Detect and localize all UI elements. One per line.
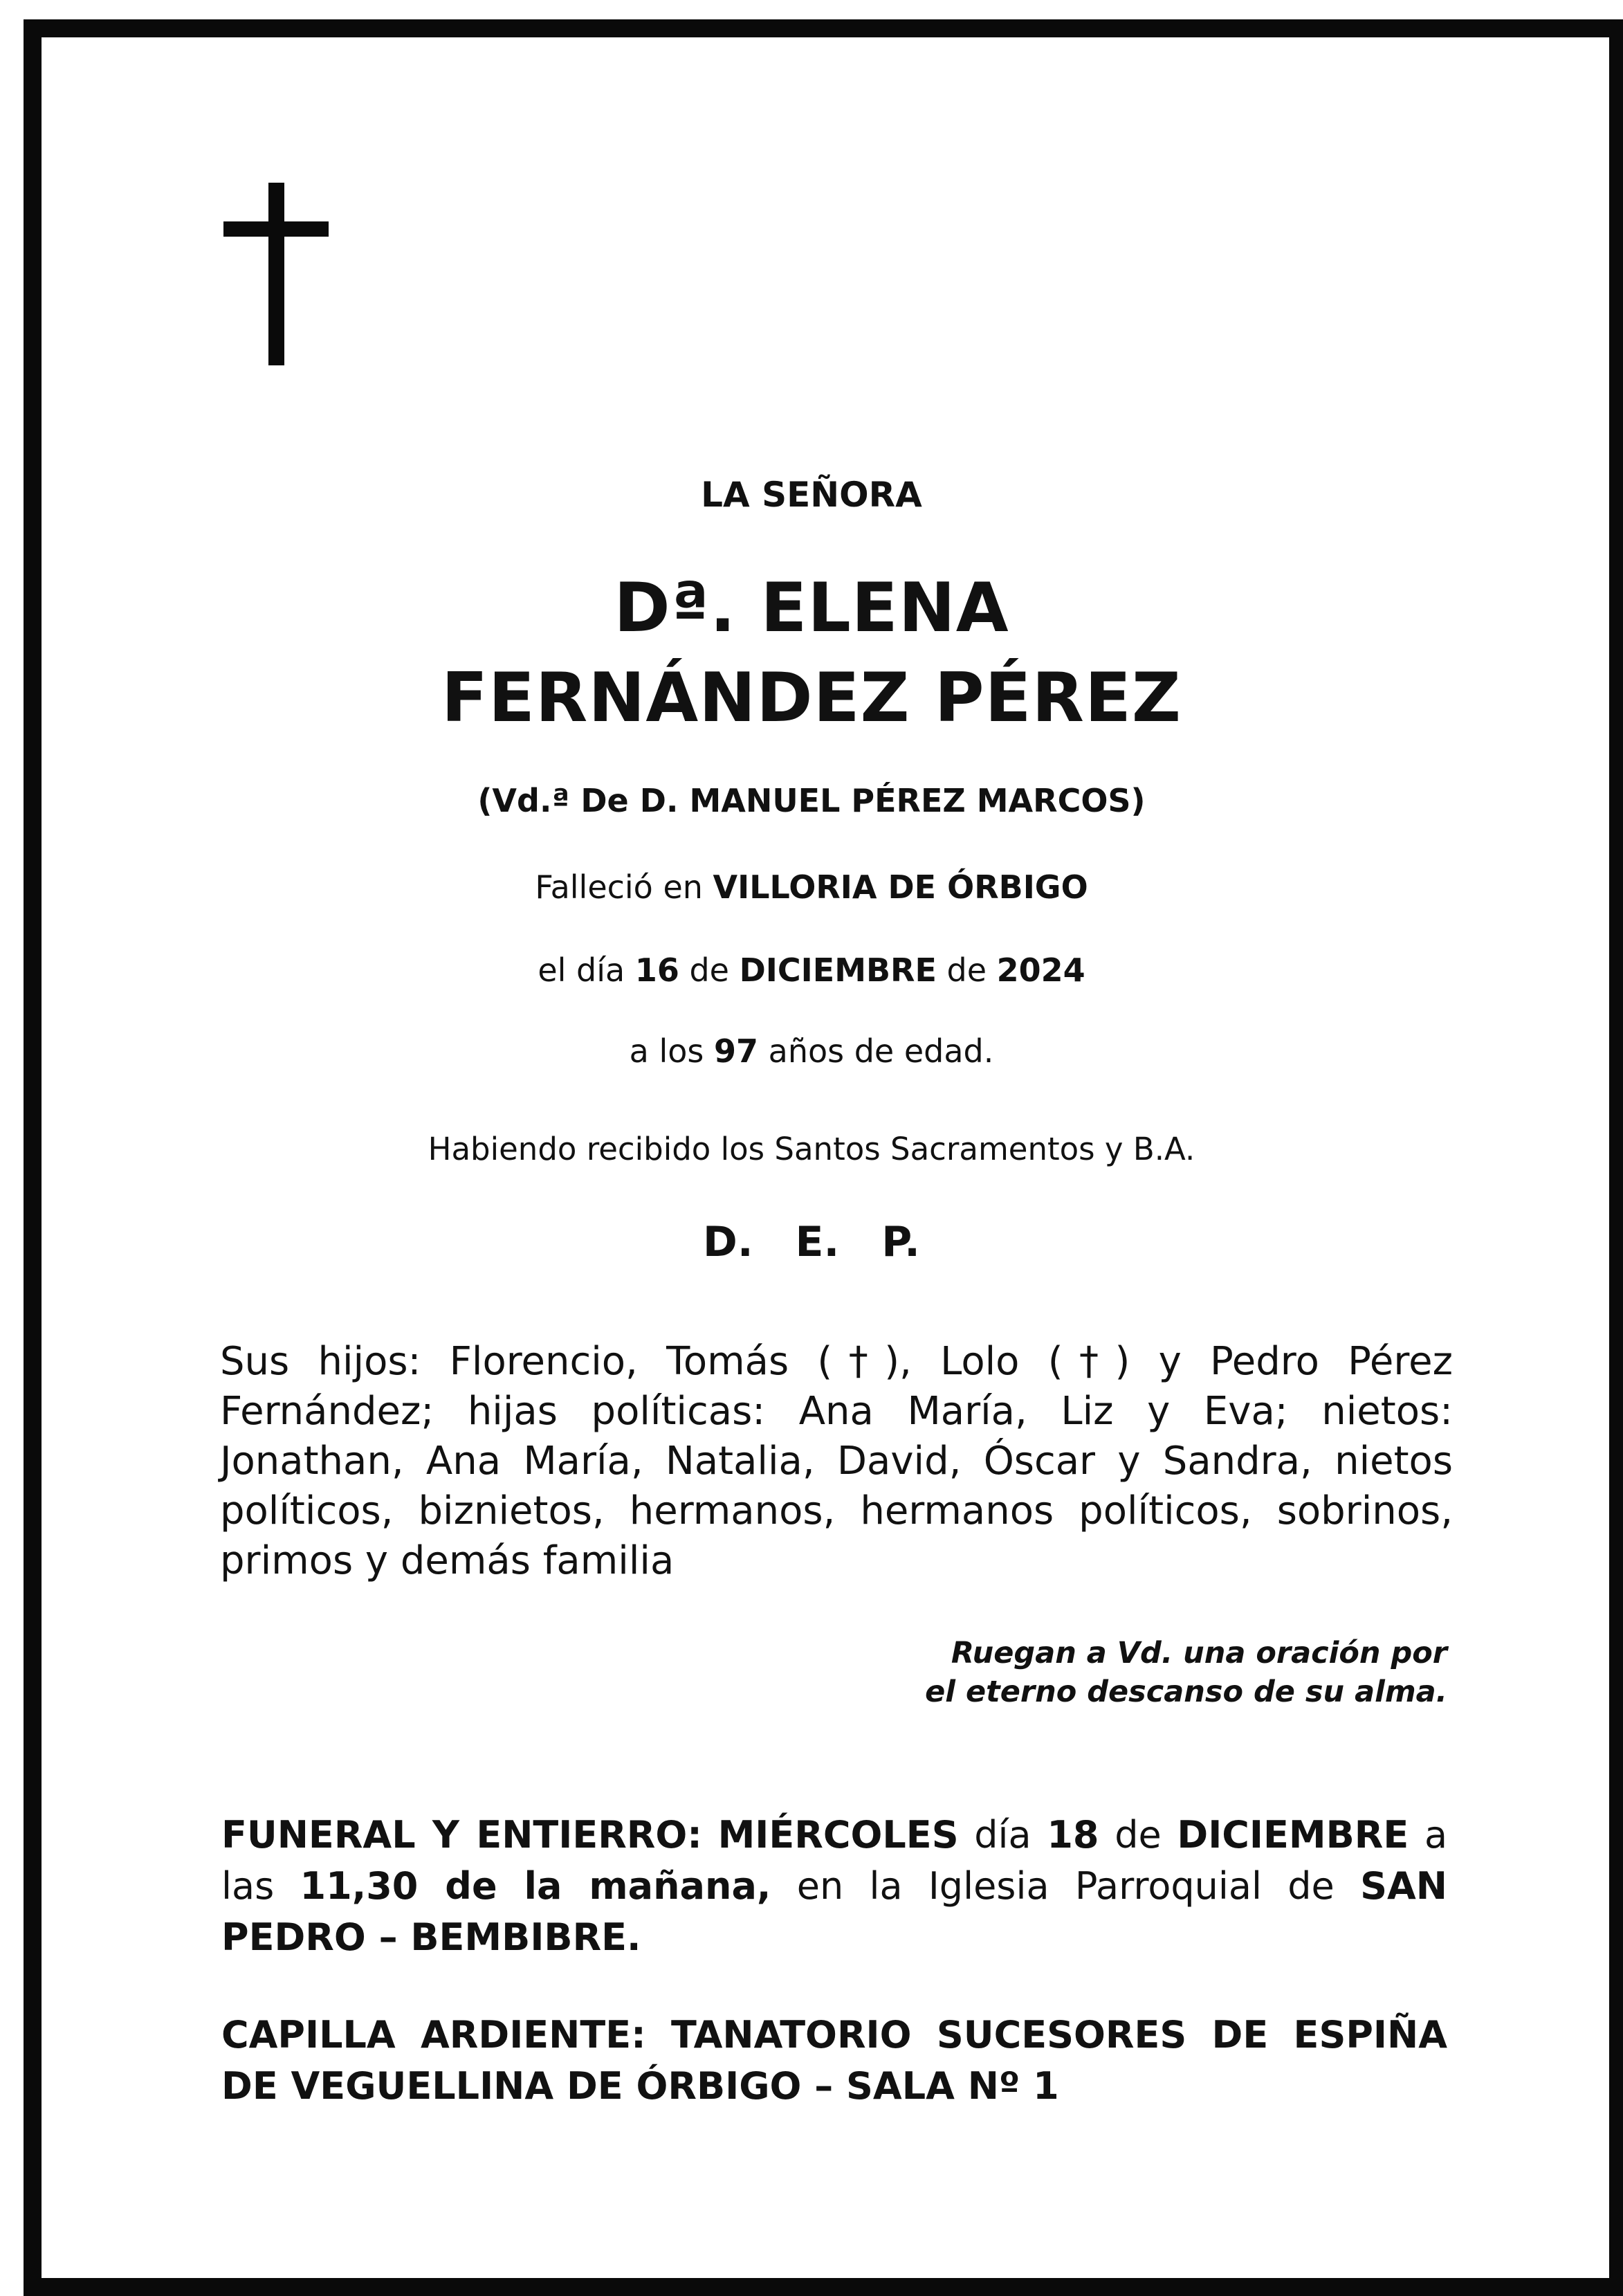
prayer-request (761, 1634, 1447, 1711)
funeral-details (221, 1810, 1447, 1963)
date-prefix: el día (538, 951, 625, 989)
salutation: LA SEÑORA (701, 475, 922, 515)
death-year: 2024 (996, 951, 1085, 989)
funeral-location-prefix: en la Iglesia Parroquial de (796, 1864, 1335, 1908)
death-day: 16 (634, 951, 679, 989)
funeral-weekday: MIÉRCOLES (717, 1813, 959, 1857)
funeral-month: DICIEMBRE (1177, 1813, 1409, 1857)
deceased-name-line2: FERNÁNDEZ PÉREZ (441, 659, 1182, 738)
death-prefix: Falleció en (535, 868, 703, 906)
date-de-1: de (689, 951, 729, 989)
prayer-line2: el eterno descanso de su alma. (925, 1675, 1447, 1709)
capilla-ardiente: CAPILLA ARDIENTE: TANATORIO SUCESORES DE ESPIÑA DE VEGUELLINA DE ÓRBIGO – SALA Nº 1 (221, 2013, 1447, 2108)
death-place: VILLORIA DE ÓRBIGO (713, 868, 1088, 906)
sacraments-line: Habiendo recibido los Santos Sacramentos y B.A. (428, 1131, 1195, 1167)
death-place-line (0, 868, 1623, 906)
funeral-location: SAN PEDRO – BEMBIBRE. (221, 1864, 1447, 1959)
funeral-time: 11,30 de la mañana, (300, 1864, 771, 1908)
age-prefix: a los (629, 1032, 704, 1070)
funeral-de: de (1115, 1813, 1162, 1857)
prayer-line1: Ruegan a Vd. una oración por (951, 1636, 1447, 1670)
dep-line: D. E. P. (703, 1218, 920, 1266)
family-paragraph: Sus hijos: Florencio, Tomás (†), Lolo (†) y Pedro Pérez Fernández; hijas políticas: Ana María, Liz y Eva; nietos: Jonathan, Ana María, Natalia, David, Óscar y Sandra, nietos políticos, biznietos, hermanos, hermanos políticos, sobrinos, primos y demás familia (220, 1339, 1453, 1583)
age-suffix: años de edad. (768, 1032, 994, 1070)
latin-cross-icon (223, 183, 329, 365)
funeral-day: 18 (1047, 1813, 1099, 1857)
death-date-line (0, 951, 1623, 989)
funeral-label: FUNERAL Y ENTIERRO: (221, 1813, 702, 1857)
deceased-name-line1: Dª. ELENA (614, 569, 1009, 648)
funeral-a-las: a las (221, 1813, 1448, 1908)
funeral-dia: día (974, 1813, 1031, 1857)
widow-of-line: (Vd.ª De D. MANUEL PÉREZ MARCOS) (477, 782, 1146, 819)
age-line (0, 1032, 1623, 1070)
age-value: 97 (713, 1032, 758, 1070)
date-de-2: de (946, 951, 987, 989)
death-month: DICIEMBRE (739, 951, 937, 989)
